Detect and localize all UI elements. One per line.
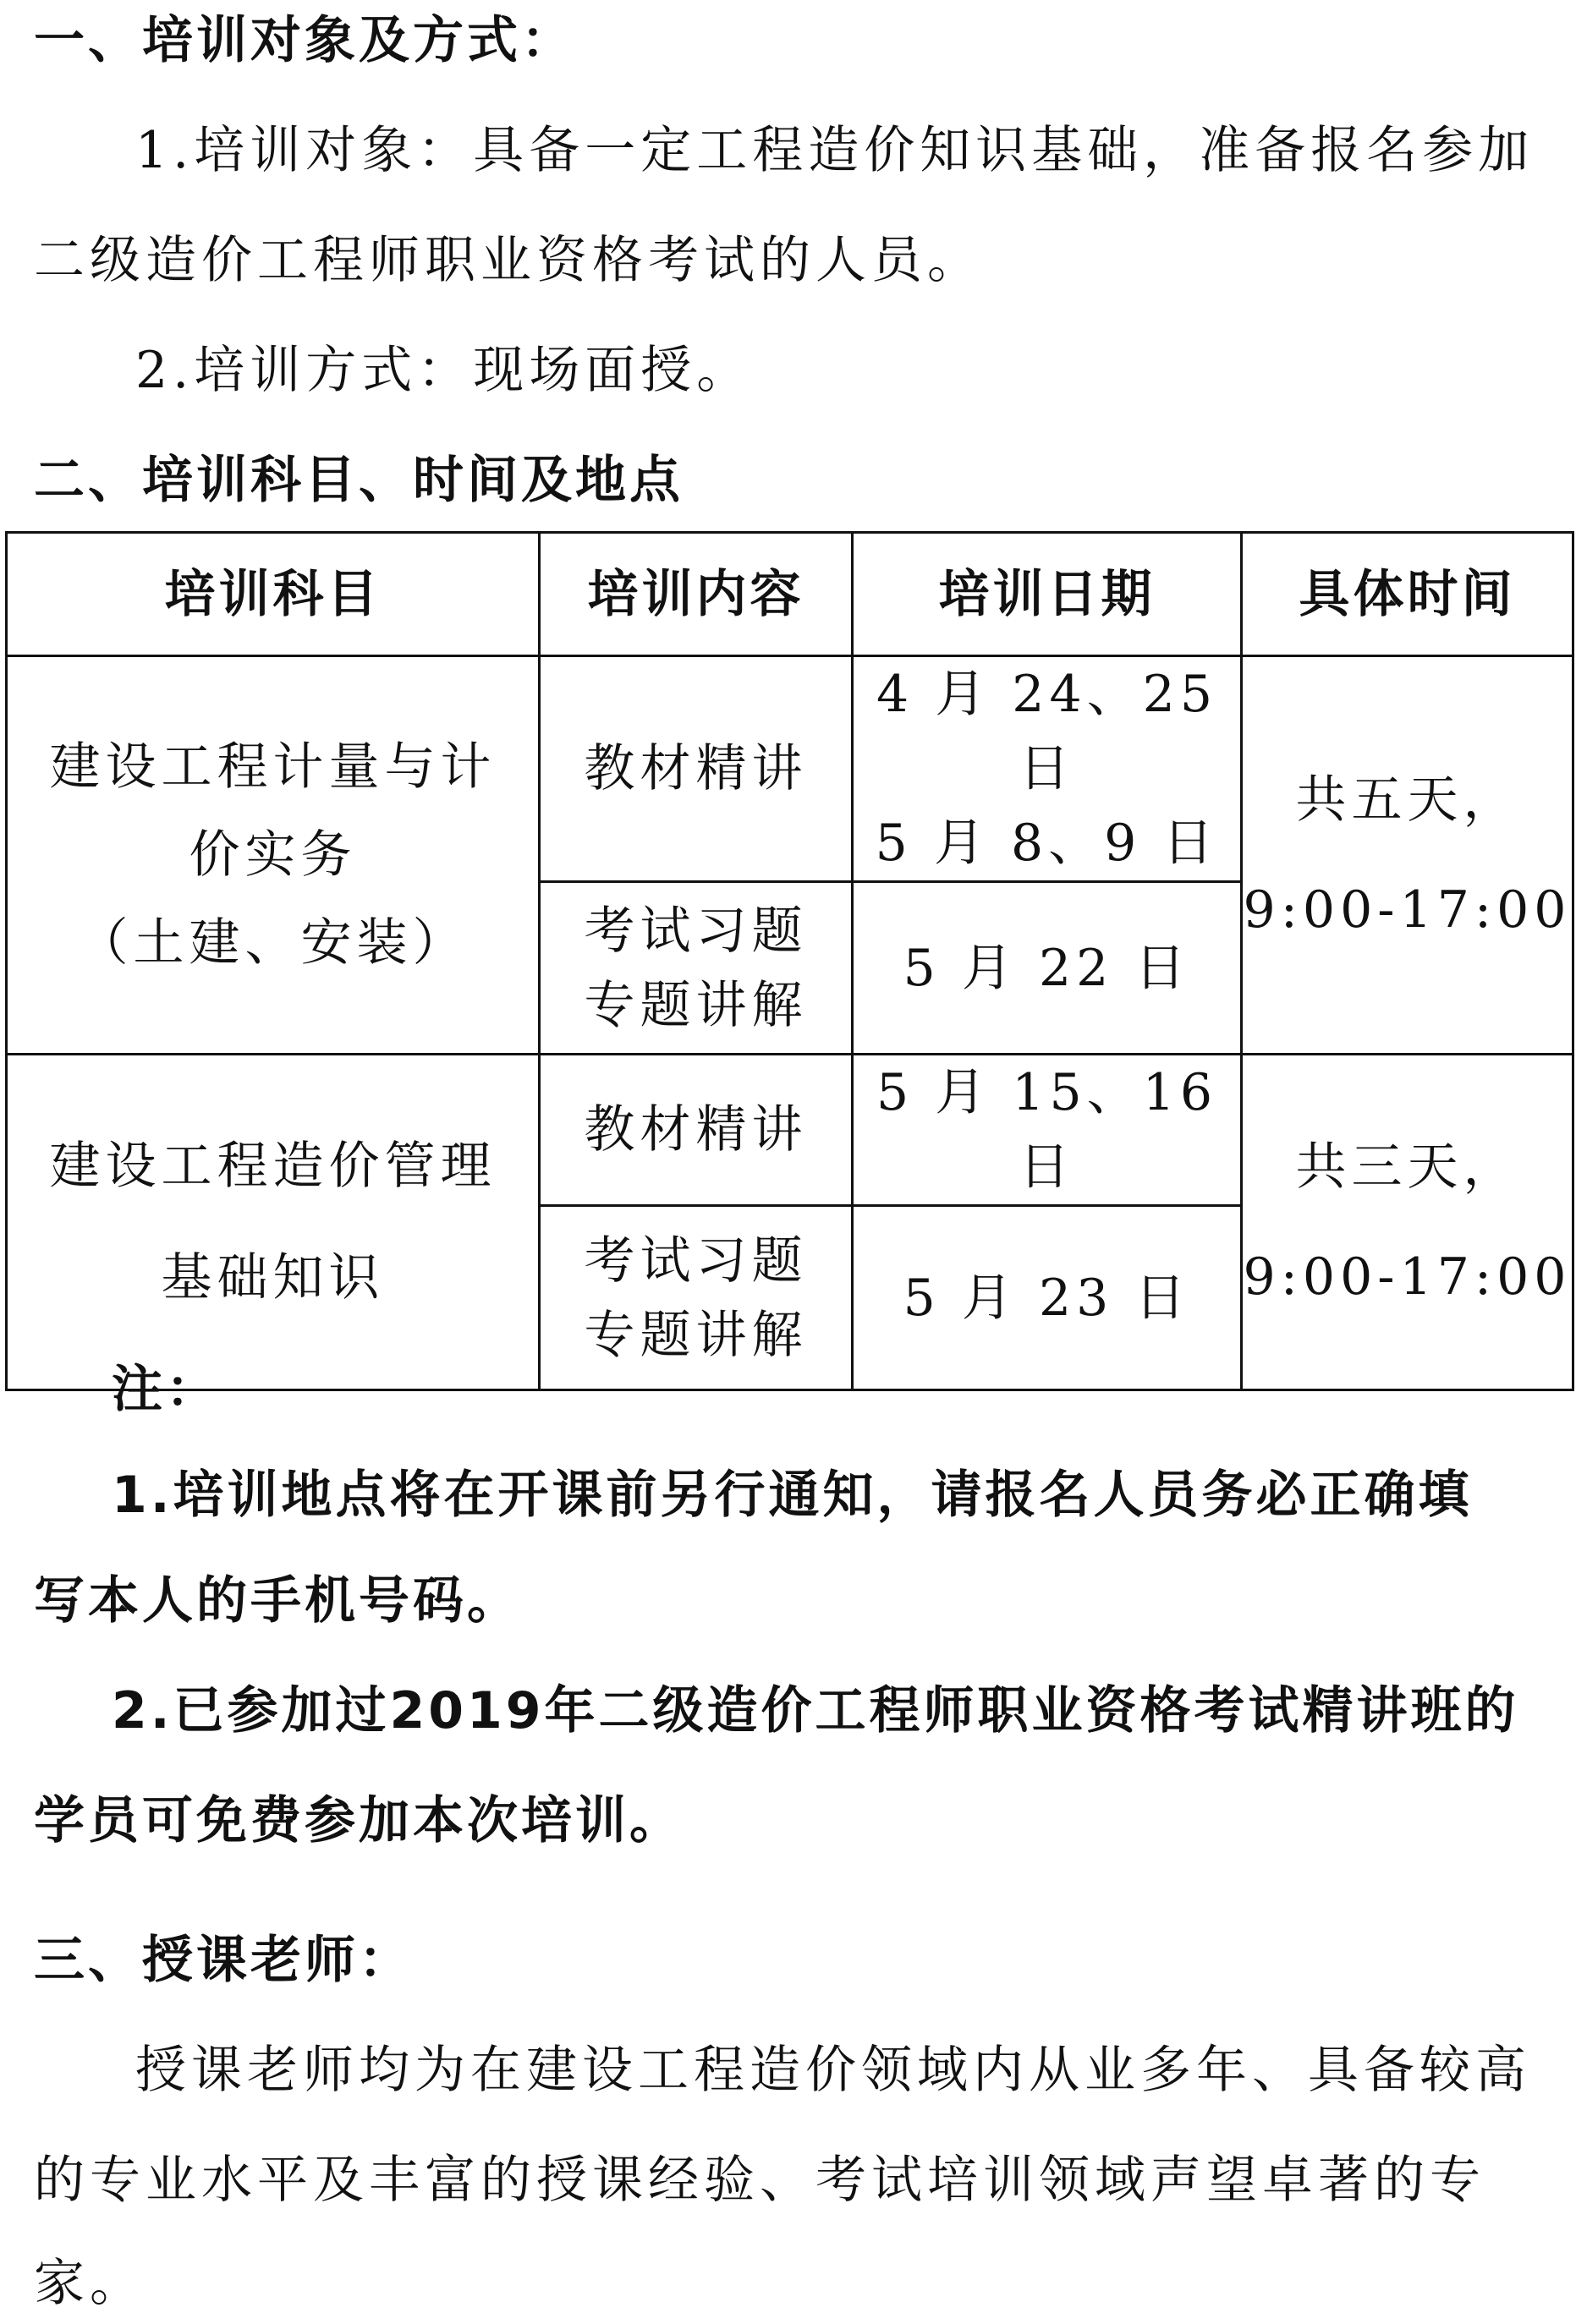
date-cell: [853, 882, 1242, 1055]
content-line: 考试习题: [584, 1231, 808, 1291]
notes-label: 注：: [112, 1360, 220, 1419]
date-line: 5 月 23 日: [903, 1268, 1191, 1328]
note2-line1: 2.已参加过2019年二级造价工程师职业资格考试精讲班的: [112, 1681, 1519, 1740]
content-cell: [540, 1055, 853, 1206]
time-line: 9:00-17:00: [1243, 880, 1572, 940]
section1-heading: 一、培训对象及方式：: [34, 11, 575, 70]
note2-line2: 学员可免费参加本次培训。: [34, 1791, 684, 1850]
header-subject: 培训科目: [7, 533, 540, 656]
content-line: 教材精讲: [584, 739, 808, 798]
content-cell: [540, 882, 853, 1055]
date-line: 4 月 24、25 日: [876, 665, 1217, 798]
section1-item2: 2.培训方式：现场面授。: [135, 341, 753, 400]
content-line: 考试习题: [584, 901, 808, 961]
header-content: 培训内容: [540, 533, 853, 656]
date-line: 5 月 22 日: [903, 938, 1191, 998]
note1-line1: 1.培训地点将在开课前另行通知，请报名人员务必正确填: [112, 1466, 1473, 1525]
subject-line: 基础知识: [161, 1248, 385, 1307]
time-line: 共三天，: [1295, 1137, 1519, 1197]
header-date: 培训日期: [853, 533, 1242, 656]
time-cell: [1242, 656, 1573, 1055]
header-time: 具体时间: [1242, 533, 1573, 656]
date-cell: [853, 656, 1242, 882]
subject-line: （土建、安装）: [77, 913, 469, 973]
table-header-row: [7, 533, 1573, 656]
subject-cell: [7, 656, 540, 1055]
section3-para-line3: 家。: [34, 2254, 146, 2313]
schedule-table: [5, 531, 1574, 1391]
subject-cell: [7, 1055, 540, 1390]
time-line: 9:00-17:00: [1243, 1247, 1572, 1307]
table-row: [7, 656, 1573, 882]
section3-para-line2: 的专业水平及丰富的授课经验、考试培训领域声望卓著的专: [34, 2151, 1485, 2210]
time-cell: [1242, 1055, 1573, 1390]
time-line: 共五天，: [1295, 770, 1519, 830]
section2-heading: 二、培训科目、时间及地点: [34, 451, 684, 510]
content-cell: [540, 656, 853, 882]
subject-line: 建设工程计量与计: [49, 737, 497, 797]
content-line: 专题讲解: [584, 1305, 808, 1365]
date-cell: [853, 1055, 1242, 1206]
section3-heading: 三、授课老师：: [34, 1931, 413, 1990]
note1-line2: 写本人的手机号码。: [34, 1571, 521, 1631]
content-line: 教材精讲: [584, 1100, 808, 1159]
subject-line: 建设工程造价管理: [49, 1137, 497, 1196]
section3-para-line1: 授课老师均为在建设工程造价领域内从业多年、具备较高: [135, 2041, 1531, 2100]
subject-line: 价实务: [189, 825, 357, 885]
date-line: 5 月 15、16 日: [876, 1063, 1217, 1197]
table-row: [7, 1055, 1573, 1206]
content-line: 专题讲解: [584, 975, 808, 1035]
section1-item1-line2: 二级造价工程师职业资格考试的人员。: [34, 231, 983, 290]
section1-item1-line1: 1.培训对象：具备一定工程造价知识基础，准备报名参加: [135, 121, 1535, 180]
date-line: 5 月 8、9 日: [875, 814, 1219, 873]
